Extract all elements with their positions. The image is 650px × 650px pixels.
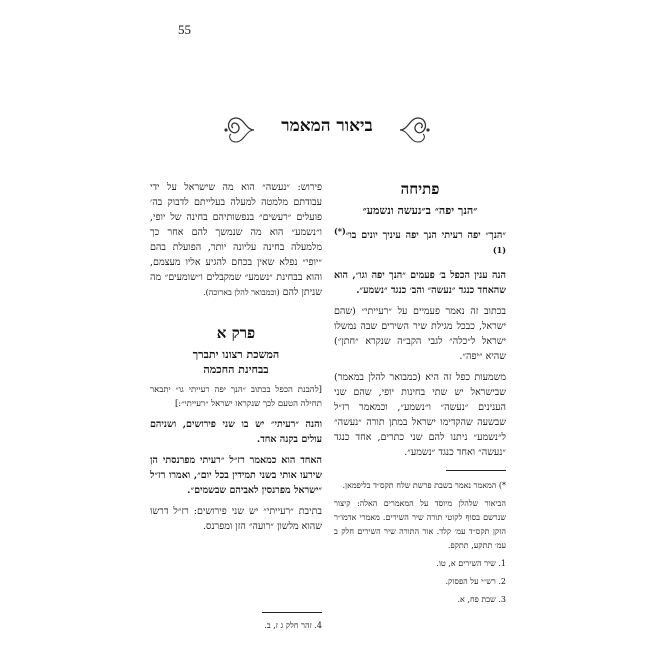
verse-quote: ״הנך״ יפה רעיתי הנך יפה עיניך יונים בו״$^{(*)(1)}$	[334, 226, 506, 256]
footnote-divider	[446, 470, 506, 471]
page-number: 55	[178, 22, 191, 37]
page-title: ביאור המאמר	[281, 116, 373, 136]
paragraph-3: בתיבת ״רעייתי״ יש שני פירושים: רז״ל דרשו שהוא מלשון ״רועה״ הזן ומפרנס.	[150, 506, 322, 532]
chapter-subtitle-2: בבחינת החכמה	[203, 363, 269, 376]
bracket-note: [להבנת הכפל בכתוב ״הנך יפה רעייתי גו״ יתבאר תחילה הטעם לכך שנקראו ישראל ״רעייתי״:]	[150, 385, 322, 409]
intro-note: (וכמבואר להלן בארוכה).	[203, 288, 280, 297]
footnote-1: 1. שיר השירים א, טו.	[436, 559, 506, 569]
left-footnote-divider	[262, 612, 322, 613]
footnote-sources: הביאור שלהלן מיוסד על המאמרים האלה: קיצור שנרשם בסוף לקוטי תורה שיר השירים. מאמרי אדמו״ר הזקן תקס״ד עמ׳ קלד. אור התורה שיר השירים חלק ב עמ׳ תתקע, תתקפ.	[334, 499, 506, 551]
section-subheading: ״הנך יפה״ ב״נעשה ונשמע״	[362, 204, 478, 217]
left-flourish-icon	[222, 110, 256, 150]
paragraph-2: משמעות כפל זה היא (כמבואר להלן במאמר) שבישראל יש שתי בחינות יופי, שהם שני הענינים ״נעשה״ ו״נשמע״, וכמאמר רז״ל שבשעה שהקדימו ישראל במתן תורה ״נעשה״ ל״נשמע״ ניתנו להם שני כתרים, אחד כנגד ״נעשה״ ואחד כנגד ״נשמע״.	[334, 372, 506, 459]
footnote-3: 3. שבת פח, א.	[457, 595, 506, 605]
bold-paragraph-2: האחד הוא כמאמר רז״ל ״רעיתי מפרנסתי הן שירעו אותי בשני תמידין בכל יום״, ואמרו רז״ל ״ישראל מפרנסין לאביהם שבשמים״.	[150, 455, 322, 496]
verse-marks: (*)(1)	[334, 226, 506, 256]
title-ornament	[222, 110, 432, 150]
left-footnotes	[150, 612, 322, 637]
chapter-subtitle-1: המשכת רצונו יתברך	[192, 348, 280, 361]
footnote-4: 4. זהר חלק ג ז, ב.	[264, 621, 322, 630]
paragraph-1: בכתוב זה נאמר פעמיים על ״רעייתי״ (שהם ישראל, כבכל מגילת שיר השירים שבה נמשלו ישראל ל״כלה״ לגבי הקב״ה שנקרא ״חתן״) שהיא ״יפה״.	[334, 306, 506, 363]
intro-paragraph: פירוש: ״נעשה״ הוא מה שישראל על ידי עבודתם מלמטה למעלה בעלייתם לדבוק בה׳ פועלים ״רעשים״ בנפשותיהם בחינה של יופי, ו״נשמע״ הוא מה שנמשך להם אחר כך מלמעלה בחינה עליונה יותר, הפועלת בהם ״יופי״ נפלא שאין בכחם להגיע אליו מעצמם, והוא בבחינת ״נשמע״ שמקבלים ו״שומעים״ מה שניתן להם (וכמבואר להלן בארוכה).	[150, 182, 322, 298]
bold-paragraph: הנה ענין הכפל ב׳ פעמים ״הנך יפה וגו״, הוא שהאחד כנגד ״נעשה״ והב׳ כנגד ״נשמע״.	[334, 270, 506, 297]
chapter-heading: פרק א	[216, 324, 256, 342]
footnote-star: *) המאמר נאמר בשבת פרשת שלח תקס״ד בליפמאן.	[342, 481, 506, 491]
bold-paragraph-1: והנה ״רעיתי״ יש בו שני פירושים, ושניהם עולים בקנה אחד.	[150, 419, 322, 445]
right-flourish-icon	[398, 110, 432, 150]
section-heading: פתיחה	[400, 180, 440, 198]
footnote-2: 2. רש״י על הפסוק.	[445, 577, 506, 587]
right-column	[334, 180, 506, 611]
left-column	[150, 180, 322, 540]
